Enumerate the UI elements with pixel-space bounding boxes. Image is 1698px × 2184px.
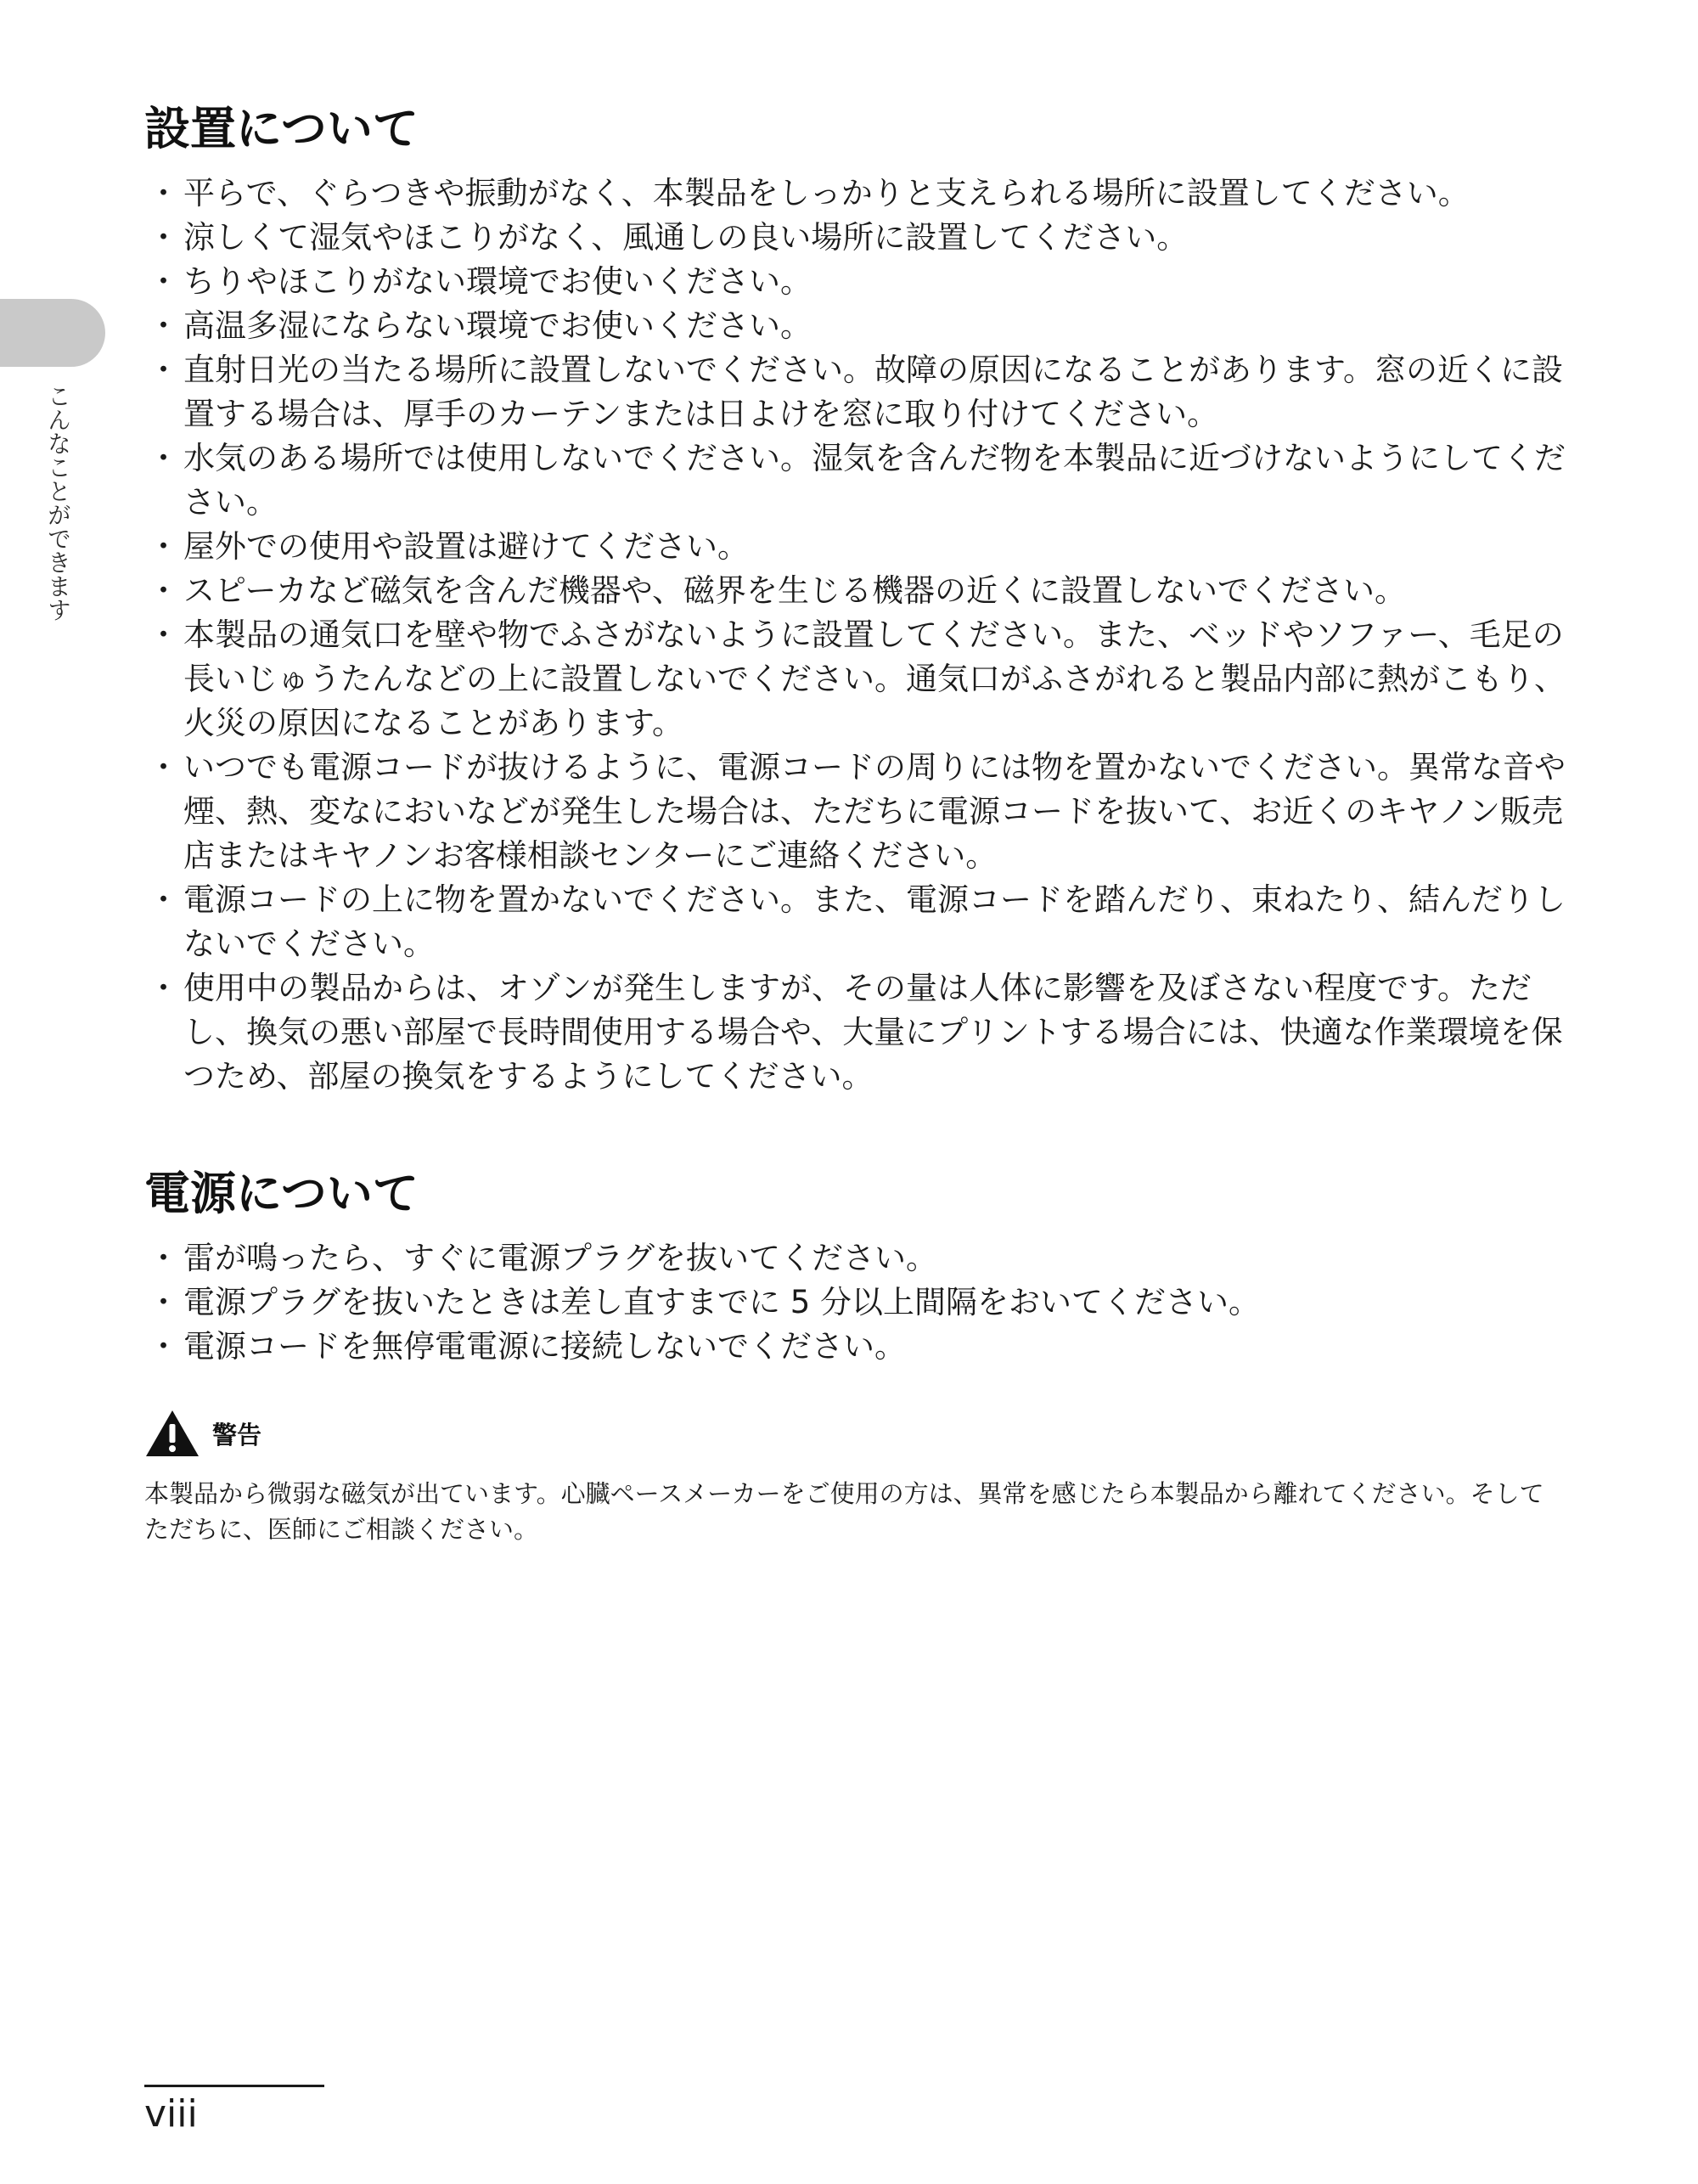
bullet-dot: ・	[148, 749, 179, 785]
section-power	[144, 1160, 1571, 1369]
list-item-text: 屋外での使用や設置は避けてください。	[183, 528, 749, 565]
list-item-text: いつでも電源コードが抜けるように、電源コードの周りには物を置かないでください。異常な音や煙、熱、変なにおいなどが発生した場合は、ただちに電源コードを抜いて、お近くのキヤノン販売店またはキヤノンお客様相談センターにご連絡ください。	[183, 749, 1566, 874]
bullet-dot: ・	[148, 1240, 179, 1276]
list-item-text: ちりやほこりがない環境でお使いください。	[183, 263, 812, 300]
warning-label: 警告	[212, 1420, 262, 1449]
list-item-text: 電源コードの上に物を置かないでください。また、電源コードを踏んだり、束ねたり、結んだりしないでください。	[183, 881, 1566, 962]
list-item	[144, 878, 1571, 966]
list-item	[144, 172, 1571, 216]
list-item	[144, 569, 1571, 613]
warning-header	[144, 1404, 1571, 1462]
list-item	[144, 1236, 1571, 1281]
list-item-text: 平らで、ぐらつきや振動がなく、本製品をしっかりと支えられる場所に設置してください。	[183, 175, 1470, 211]
list-item	[144, 304, 1571, 348]
warning-triangle-icon	[144, 1409, 200, 1458]
list-item	[144, 260, 1571, 304]
bullet-dot: ・	[148, 881, 179, 918]
footer-rule	[144, 2085, 324, 2087]
warning-text: 本製品から微弱な磁気が出ています。心臓ペースメーカーをご使用の方は、異常を感じたら本製品から離れてください。そしてただちに、医師にご相談ください。	[144, 1479, 1544, 1544]
list-item-text: 使用中の製品からは、オゾンが発生しますが、その量は人体に影響を及ぼさない程度です。ただし、換気の悪い部屋で長時間使用する場合や、大量にプリントする場合には、快適な作業環境を保つため、部屋の換気をするようにしてください。	[183, 970, 1563, 1095]
list-item-text: 雷が鳴ったら、すぐに電源プラグを抜いてください。	[183, 1240, 937, 1276]
list-item	[144, 216, 1571, 260]
list-item	[144, 348, 1571, 436]
bullet-dot: ・	[148, 1328, 179, 1365]
list-item-text: 高温多湿にならない環境でお使いください。	[183, 307, 812, 344]
list-item-text: スピーカなど磁気を含んだ機器や、磁界を生じる機器の近くに設置しないでください。	[183, 572, 1407, 609]
list-item	[144, 1325, 1571, 1369]
bullet-dot: ・	[148, 616, 179, 653]
list-item	[144, 966, 1571, 1099]
section-title: 設置について	[144, 102, 419, 155]
list-item	[144, 613, 1571, 746]
page-content	[144, 95, 1571, 1547]
list-item-text: 水気のある場所では使用しないでください。湿気を含んだ物を本製品に近づけないようにしてください。	[183, 440, 1566, 521]
bullet-dot: ・	[148, 440, 179, 476]
bullet-dot: ・	[148, 352, 179, 388]
list-item-text: 電源コードを無停電電源に接続しないでください。	[183, 1328, 906, 1365]
list-item	[144, 746, 1571, 878]
bullet-dot: ・	[148, 970, 179, 1006]
bullet-dot: ・	[148, 175, 179, 211]
chapter-tab-label: こんなことができます	[44, 384, 72, 622]
list-item	[144, 436, 1571, 525]
section-title: 電源について	[144, 1167, 419, 1220]
page-number: viii	[144, 2092, 198, 2136]
list-item	[144, 525, 1571, 569]
list-item-text: 直射日光の当たる場所に設置しないでください。故障の原因になることがあります。窓の近くに設置する場合は、厚手のカーテンまたは日よけを窓に取り付けてください。	[183, 352, 1564, 432]
bullet-dot: ・	[148, 528, 179, 565]
bullet-dot: ・	[148, 307, 179, 344]
bullet-dot: ・	[148, 219, 179, 256]
list-item-text: 電源プラグを抜いたときは差し直すまでに 5 分以上間隔をおいてください。	[183, 1284, 1261, 1320]
list-item	[144, 1281, 1571, 1325]
bullet-dot: ・	[148, 263, 179, 300]
list-item-text: 涼しくて湿気やほこりがなく、風通しの良い場所に設置してください。	[183, 219, 1189, 256]
warning-box	[144, 1404, 1571, 1547]
bullet-dot: ・	[148, 572, 179, 609]
bullet-dot: ・	[148, 1284, 179, 1320]
chapter-tab	[0, 299, 105, 367]
bullet-list	[144, 1236, 1571, 1369]
section-installation	[144, 95, 1571, 1099]
list-item-text: 本製品の通気口を壁や物でふさがないように設置してください。また、ベッドやソファー、毛足の長いじゅうたんなどの上に設置しないでください。通気口がふさがれると製品内部に熱がこもり、火災の原因になることがあります。	[183, 616, 1566, 741]
bullet-list	[144, 172, 1571, 1099]
